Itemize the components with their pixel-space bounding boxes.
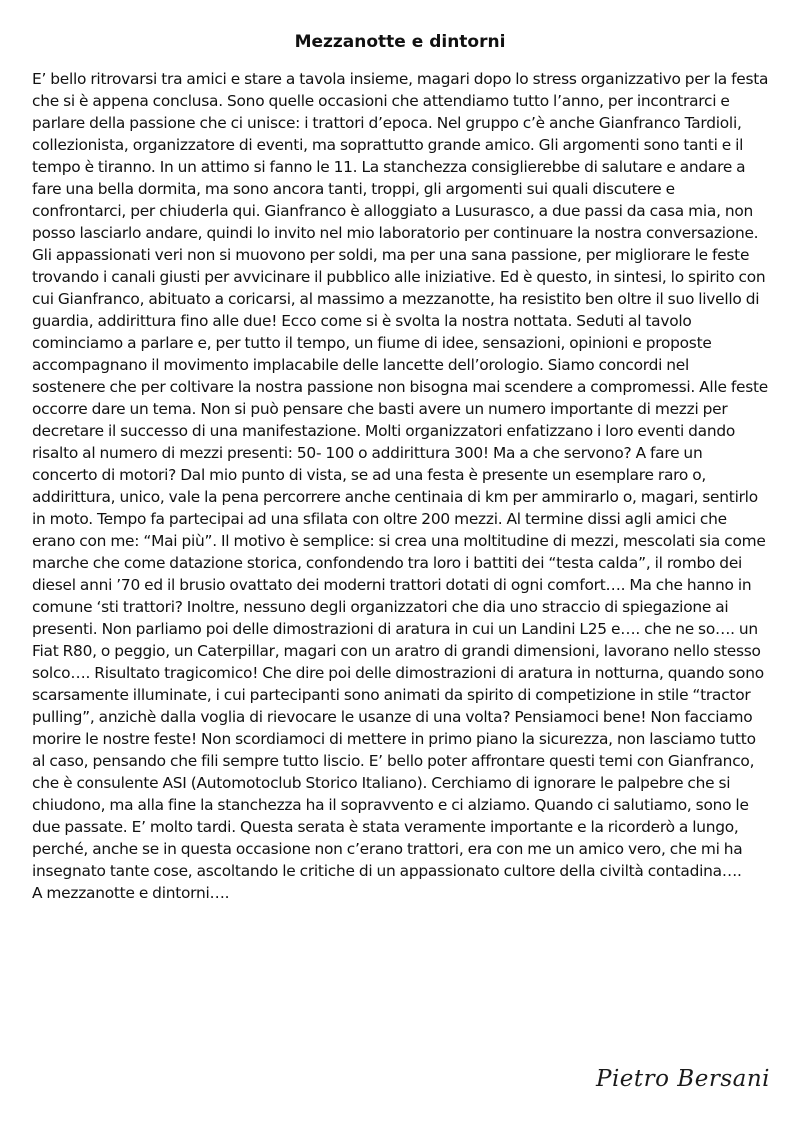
body-line: sostenere che per coltivare la nostra passione non bisogna mai scendere a compromessi. Alle feste (32, 378, 768, 396)
body-line: marche che come datazione storica, confondendo tra loro i battiti dei “testa calda”, il rombo dei (32, 554, 743, 572)
body-line: Gli appassionati veri non si muovono per soldi, ma per una sana passione, per migliorare le feste (32, 246, 750, 264)
body-line: addirittura, unico, vale la pena percorrere anche centinaia di km per ammirarlo o, magari, sentirlo (32, 488, 758, 506)
body-line: pulling”, anzichè dalla voglia di rievocare le usanze di una volta? Pensiamoci bene! Non facciamo (32, 708, 753, 726)
body-line: Fiat R80, o peggio, un Caterpillar, magari con un aratro di grandi dimensioni, lavorano nello stesso (32, 642, 761, 660)
body-line: concerto di motori? Dal mio punto di vista, se ad una festa è presente un esemplare raro o, (32, 466, 707, 484)
body-line: E’ bello ritrovarsi tra amici e stare a tavola insieme, magari dopo lo stress organizzativo per la festa (32, 70, 769, 88)
page-title: Mezzanotte e dintorni (294, 32, 506, 52)
body-line: in moto. Tempo fa partecipai ad una sfilata con oltre 200 mezzi. Al termine dissi agli amici che (32, 510, 727, 528)
body-line: cominciamo a parlare e, per tutto il tempo, un fiume di idee, sensazioni, opinioni e proposte (32, 334, 712, 352)
body-line: accompagnano il movimento implacabile delle lancette dell’orologio. Siamo concordi nel (32, 356, 690, 374)
body-line: chiudono, ma alla fine la stanchezza ha il sopravvento e ci alziamo. Quando ci salutiamo, sono le (32, 796, 749, 814)
body-line: trovando i canali giusti per avvicinare il pubblico alle iniziative. Ed è questo, in sintesi, lo spirito con (32, 268, 766, 286)
body-line: che si è appena conclusa. Sono quelle occasioni che attendiamo tutto l’anno, per incontrarci e (32, 92, 730, 110)
body-line: guardia, addirittura fino alle due! Ecco come si è svolta la nostra nottata. Seduti al tavolo (32, 312, 692, 330)
author-signature: Pietro Bersani (595, 1066, 770, 1092)
body-line: insegnato tante cose, ascoltando le critiche di un appassionato cultore della civiltà contadina…. (32, 862, 742, 880)
body-line: perché, anche se in questa occasione non c’erano trattori, era con me un amico vero, che mi ha (32, 840, 743, 858)
body-line: al caso, pensando che fili sempre tutto liscio. E’ bello poter affrontare questi temi con Gianfranco, (32, 752, 755, 770)
article-body (32, 68, 776, 904)
body-line: parlare della passione che ci unisce: i trattori d’epoca. Nel gruppo c’è anche Gianfranco Tardioli, (32, 114, 742, 132)
body-line: scarsamente illuminate, i cui partecipanti sono animati da spirito di competizione in stile “tractor (32, 686, 751, 704)
body-line: decretare il successo di una manifestazione. Molti organizzatori enfatizzano i loro eventi dando (32, 422, 736, 440)
body-line: diesel anni ’70 ed il brusio ovattato dei moderni trattori dotati di ogni comfort…. Ma che hanno in (32, 576, 752, 594)
body-line: che è consulente ASI (Automotoclub Storico Italiano). Cerchiamo di ignorare le palpebre che si (32, 774, 731, 792)
body-line: solco…. Risultato tragicomico! Che dire poi delle dimostrazioni di aratura in notturna, quando sono (32, 664, 764, 682)
body-line: A mezzanotte e dintorni…. (32, 884, 230, 902)
body-line: tempo è tiranno. In un attimo si fanno le 11. La stanchezza consiglierebbe di salutare e andare a (32, 158, 746, 176)
body-line: presenti. Non parliamo poi delle dimostrazioni di aratura in cui un Landini L25 e…. che ne so…. un (32, 620, 758, 638)
body-line: risalto al numero di mezzi presenti: 50- 100 o addirittura 300! Ma a che servono? A fare un (32, 444, 703, 462)
body-line: fare una bella dormita, ma sono ancora tanti, troppi, gli argomenti sui quali discutere e (32, 180, 675, 198)
body-line: confrontarci, per chiuderla qui. Gianfranco è alloggiato a Lusurasco, a due passi da casa mia, non (32, 202, 754, 220)
body-line: comune ‘sti trattori? Inoltre, nessuno degli organizzatori che dia uno straccio di spiegazione ai (32, 598, 729, 616)
body-line: collezionista, organizzatore di eventi, ma soprattutto grande amico. Gli argomenti sono tanti e il (32, 136, 744, 154)
body-line: cui Gianfranco, abituato a coricarsi, al massimo a mezzanotte, ha resistito ben oltre il suo livello di (32, 290, 760, 308)
body-line: posso lasciarlo andare, quindi lo invito nel mio laboratorio per continuare la nostra conversazione. (32, 224, 759, 242)
body-line: erano con me: “Mai più”. Il motivo è semplice: si crea una moltitudine di mezzi, mescolati sia come (32, 532, 766, 550)
body-line: morire le nostre feste! Non scordiamoci di mettere in primo piano la sicurezza, non lasciamo tutto (32, 730, 756, 748)
body-line: due passate. E’ molto tardi. Questa serata è stata veramente importante e la ricorderò a lungo, (32, 818, 739, 836)
body-line: occorre dare un tema. Non si può pensare che basti avere un numero importante di mezzi per (32, 400, 728, 418)
